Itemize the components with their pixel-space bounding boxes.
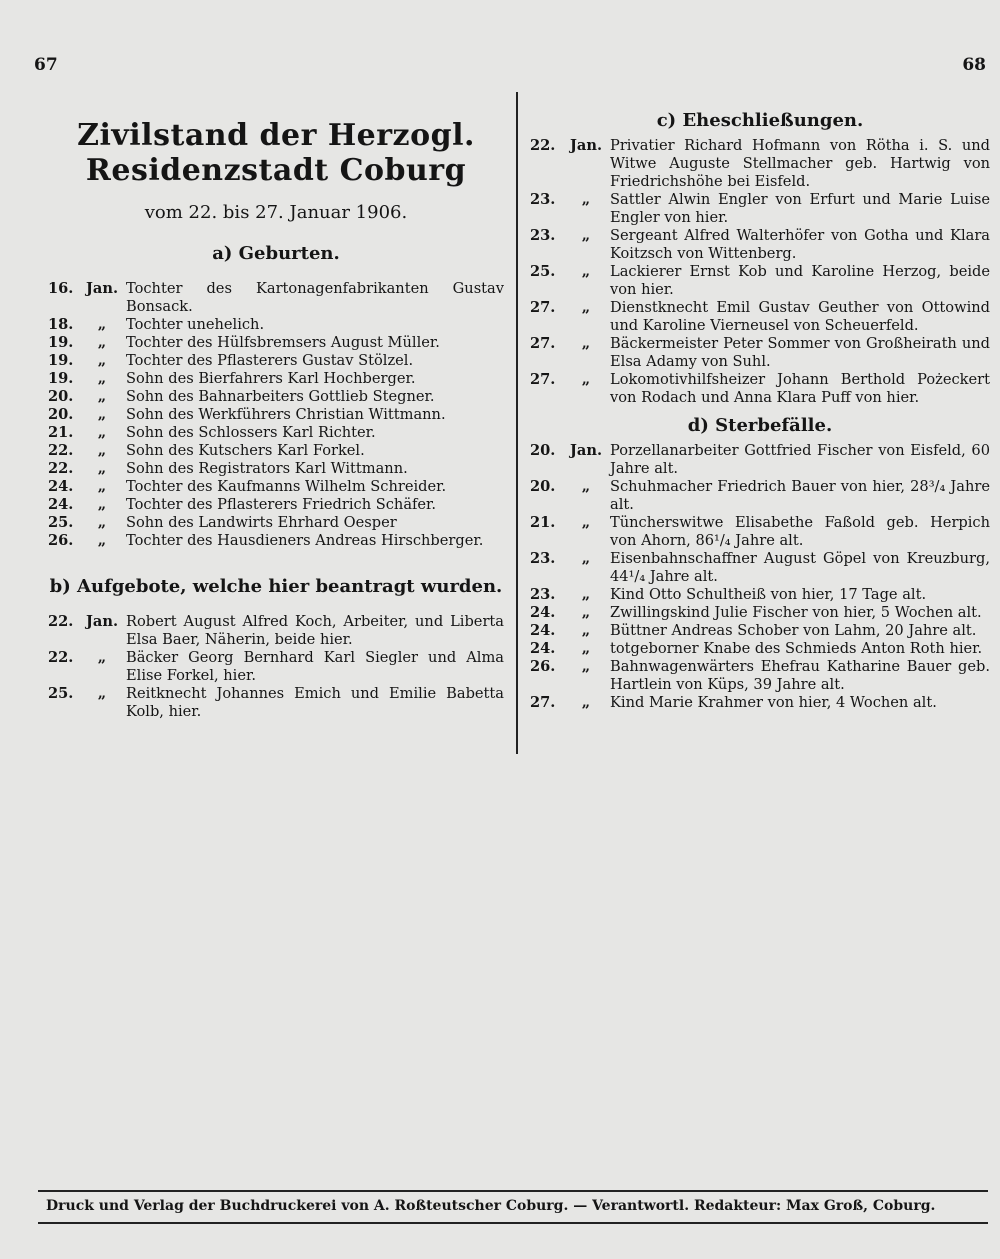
register-entry	[530, 263, 990, 299]
entry-month: „	[97, 388, 107, 405]
entry-day: 20.	[530, 442, 556, 459]
entry-month: Jan.	[569, 442, 603, 459]
entry-month: „	[581, 622, 591, 639]
register-entry	[530, 640, 990, 658]
page-number-left: 67	[34, 55, 58, 75]
register-entry	[48, 613, 504, 649]
register-entry	[48, 496, 504, 514]
entry-text: Porzellanarbeiter Gottfried Fischer von Eisfeld, 60 Jahre alt.	[610, 442, 990, 477]
footer-rule-bottom	[38, 1222, 988, 1224]
marriages-list	[530, 137, 990, 407]
entry-month: Jan.	[85, 613, 119, 630]
entry-day: 19.	[48, 370, 74, 387]
entry-text: Sohn des Landwirts Ehrhard Oesper	[126, 514, 397, 531]
page-number-right: 68	[962, 55, 986, 75]
page-subtitle: vom 22. bis 27. Januar 1906.	[144, 202, 408, 223]
entry-day: 23.	[530, 191, 556, 208]
entry-day: 24.	[530, 640, 556, 657]
entry-month: „	[581, 299, 591, 316]
register-entry	[48, 478, 504, 496]
entry-month: „	[97, 460, 107, 477]
entry-month: Jan.	[569, 137, 603, 154]
entry-month: „	[581, 658, 591, 675]
entry-text: Kind Marie Krahmer von hier, 4 Wochen alt.	[610, 694, 937, 711]
entry-day: 27.	[530, 694, 556, 711]
entry-month: „	[581, 586, 591, 603]
entry-month: „	[97, 685, 107, 702]
register-entry	[48, 334, 504, 352]
entry-text: Sohn des Kutschers Karl Forkel.	[126, 442, 365, 459]
entry-month: „	[97, 316, 107, 333]
entry-month: „	[581, 550, 591, 567]
entry-day: 23.	[530, 550, 556, 567]
entry-text: Sohn des Bierfahrers Karl Hochberger.	[126, 370, 416, 387]
register-entry	[530, 694, 990, 712]
register-entry	[48, 460, 504, 478]
entry-day: 24.	[48, 496, 74, 513]
entry-day: 16.	[48, 280, 74, 297]
section-heading-deaths: d) Sterbefälle.	[687, 415, 833, 436]
entry-day: 20.	[48, 388, 74, 405]
entry-day: 19.	[48, 352, 74, 369]
entry-text: Sergeant Alfred Walterhöfer von Gotha und Klara Koitzsch von Wittenberg.	[610, 227, 990, 262]
register-entry	[530, 191, 990, 227]
register-entry	[530, 227, 990, 263]
entry-month: „	[97, 514, 107, 531]
entry-text: Eisenbahnschaffner August Göpel von Kreuzburg, 44¹/₄ Jahre alt.	[610, 550, 990, 585]
register-entry	[530, 137, 990, 191]
entry-text: Tochter unehelich.	[126, 316, 265, 333]
register-entry	[530, 371, 990, 407]
entry-text: Tochter des Pflasterers Gustav Stölzel.	[126, 352, 414, 369]
entry-day: 22.	[48, 442, 74, 459]
left-column	[48, 118, 504, 721]
register-entry	[530, 442, 990, 478]
entry-text: Tochter des Kartonagenfabrikanten Gustav Bonsack.	[126, 280, 504, 315]
section-heading-marriages: c) Eheschließungen.	[656, 110, 864, 131]
entry-day: 25.	[530, 263, 556, 280]
entry-text: Tüncherswitwe Elisabethe Faßold geb. Herpich von Ahorn, 86¹/₄ Jahre alt.	[610, 514, 990, 549]
entry-month: Jan.	[85, 280, 119, 297]
entry-text: Tochter des Hülfsbremsers August Müller.	[126, 334, 440, 351]
entry-text: Dienstknecht Emil Gustav Geuther von Ottowind und Karoline Vierneusel von Scheuerfeld.	[610, 299, 990, 334]
register-entry	[48, 649, 504, 685]
entry-day: 18.	[48, 316, 74, 333]
entry-text: totgeborner Knabe des Schmieds Anton Roth hier.	[610, 640, 983, 657]
entry-month: „	[97, 352, 107, 369]
entry-day: 24.	[530, 622, 556, 639]
entry-day: 24.	[48, 478, 74, 495]
entry-month: „	[581, 640, 591, 657]
entry-day: 23.	[530, 586, 556, 603]
entry-day: 19.	[48, 334, 74, 351]
entry-day: 20.	[48, 406, 74, 423]
entry-day: 23.	[530, 227, 556, 244]
entry-text: Lokomotivhilfsheizer Johann Berthold Pożeckert von Rodach und Anna Klara Puff von hier.	[610, 371, 990, 406]
entry-month: „	[97, 649, 107, 666]
register-entry	[48, 316, 504, 334]
entry-day: 22.	[48, 460, 74, 477]
entry-text: Bahnwagenwärters Ehefrau Katharine Bauer geb. Hartlein von Küps, 39 Jahre alt.	[610, 658, 990, 693]
register-entry	[48, 424, 504, 442]
register-entry	[530, 299, 990, 335]
entry-day: 21.	[48, 424, 74, 441]
entry-month: „	[581, 191, 591, 208]
right-column	[530, 110, 990, 712]
register-entry	[48, 406, 504, 424]
entry-day: 21.	[530, 514, 556, 531]
section-heading-births: a) Geburten.	[212, 243, 340, 264]
imprint-footer: Druck und Verlag der Buchdruckerei von A. Roßteutscher Coburg. — Verantwortl. Redakteur: Max Groß, Coburg.	[46, 1198, 936, 1214]
entry-month: „	[97, 424, 107, 441]
entry-text: Sohn des Werkführers Christian Wittmann.	[126, 406, 446, 423]
entry-text: Bäcker Georg Bernhard Karl Siegler und Alma Elise Forkel, hier.	[126, 649, 504, 684]
footer-rule-top	[38, 1190, 988, 1192]
entry-text: Sohn des Bahnarbeiters Gottlieb Stegner.	[126, 388, 435, 405]
entry-text: Sohn des Registrators Karl Wittmann.	[126, 460, 408, 477]
entry-text: Sattler Alwin Engler von Erfurt und Marie Luise Engler von hier.	[610, 191, 990, 226]
entry-day: 24.	[530, 604, 556, 621]
register-entry	[48, 532, 504, 550]
entry-text: Kind Otto Schultheiß von hier, 17 Tage alt.	[610, 586, 927, 603]
entry-month: „	[97, 334, 107, 351]
entry-month: „	[97, 496, 107, 513]
entry-day: 26.	[530, 658, 556, 675]
register-entry	[48, 280, 504, 316]
entry-text: Zwillingskind Julie Fischer von hier, 5 Wochen alt.	[610, 604, 982, 621]
entry-month: „	[581, 514, 591, 531]
register-entry	[530, 514, 990, 550]
entry-day: 27.	[530, 299, 556, 316]
entry-text: Büttner Andreas Schober von Lahm, 20 Jahre alt.	[610, 622, 977, 639]
register-entry	[530, 586, 990, 604]
entry-month: „	[581, 478, 591, 495]
entry-text: Privatier Richard Hofmann von Rötha i. S. und Witwe Auguste Stellmacher geb. Hartwig von Friedrichshöhe bei Eisfeld.	[610, 137, 990, 190]
entry-day: 26.	[48, 532, 74, 549]
entry-day: 27.	[530, 335, 556, 352]
entry-day: 22.	[530, 137, 556, 154]
register-entry	[48, 352, 504, 370]
entry-text: Reitknecht Johannes Emich und Emilie Babetta Kolb, hier.	[126, 685, 504, 720]
entry-text: Sohn des Schlossers Karl Richter.	[126, 424, 376, 441]
banns-list	[48, 613, 504, 721]
entry-month: „	[581, 263, 591, 280]
entry-day: 25.	[48, 514, 74, 531]
register-entry	[48, 514, 504, 532]
entry-month: „	[581, 604, 591, 621]
register-entry	[530, 622, 990, 640]
entry-day: 22.	[48, 649, 74, 666]
register-entry	[530, 550, 990, 586]
register-entry	[48, 442, 504, 460]
register-entry	[530, 604, 990, 622]
entry-text: Tochter des Kaufmanns Wilhelm Schreider.	[126, 478, 447, 495]
section-heading-banns: b) Aufgebote, welche hier beantragt wurden.	[49, 576, 503, 597]
entry-text: Schuhmacher Friedrich Bauer von hier, 28³/₄ Jahre alt.	[610, 478, 990, 513]
entry-month: „	[97, 406, 107, 423]
entry-month: „	[97, 532, 107, 549]
entry-month: „	[581, 694, 591, 711]
entry-month: „	[581, 227, 591, 244]
entry-text: Robert August Alfred Koch, Arbeiter, und Liberta Elsa Baer, Näherin, beide hier.	[126, 613, 504, 648]
entry-month: „	[97, 478, 107, 495]
register-entry	[530, 335, 990, 371]
register-entry	[530, 478, 990, 514]
entry-text: Lackierer Ernst Kob und Karoline Herzog, beide von hier.	[610, 263, 990, 298]
entry-text: Tochter des Hausdieners Andreas Hirschberger.	[126, 532, 484, 549]
page-title: Zivilstand der Herzogl. Residenzstadt Coburg	[77, 118, 475, 188]
entry-month: „	[581, 371, 591, 388]
register-entry	[48, 685, 504, 721]
births-list	[48, 280, 504, 550]
entry-month: „	[97, 442, 107, 459]
deaths-list	[530, 442, 990, 712]
register-entry	[48, 370, 504, 388]
entry-day: 22.	[48, 613, 74, 630]
register-entry	[530, 658, 990, 694]
entry-day: 25.	[48, 685, 74, 702]
entry-day: 27.	[530, 371, 556, 388]
column-divider	[516, 92, 518, 754]
entry-text: Bäckermeister Peter Sommer von Großheirath und Elsa Adamy von Suhl.	[610, 335, 990, 370]
entry-day: 20.	[530, 478, 556, 495]
entry-text: Tochter des Pflasterers Friedrich Schäfer.	[126, 496, 437, 513]
register-entry	[48, 388, 504, 406]
entry-month: „	[581, 335, 591, 352]
entry-month: „	[97, 370, 107, 387]
